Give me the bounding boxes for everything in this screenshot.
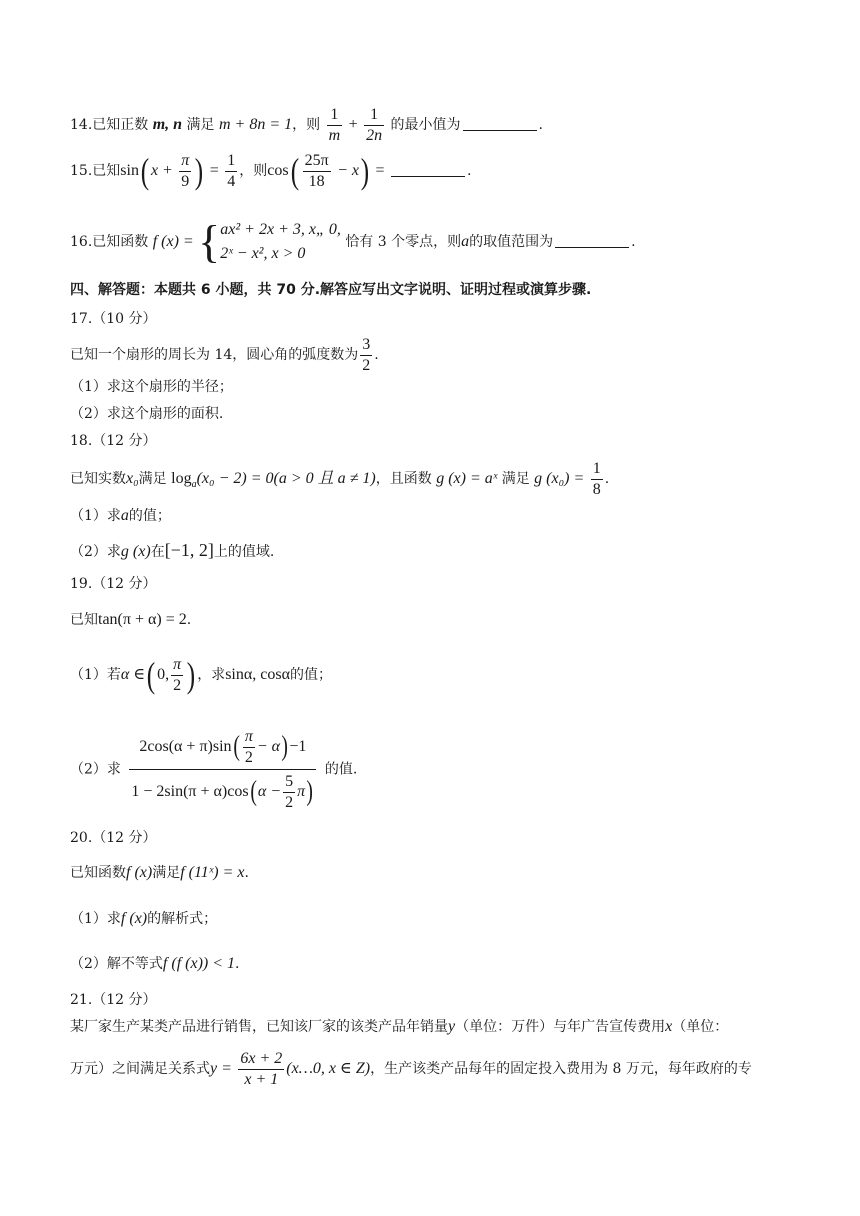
question-number: 14. xyxy=(70,117,93,134)
answer-blank xyxy=(555,247,629,248)
piecewise-cases: ax² + 2x + 3, x„ 0, 2ˣ − x², x > 0 xyxy=(220,221,341,262)
question-21-line-2: 万元）之间满足关系式y = $\frac{6x + 2}{x + 1}$ (x…0, x ∈ Z)，生产该类产品每年的固定投入费用为 8 万元，每年政府的专 xyxy=(70,1050,752,1088)
question-18-part-2: （2）求g (x)在[−1, 2]上的值域. xyxy=(70,540,275,560)
question-18-part-1: （1）求a的值； xyxy=(70,507,171,524)
question-17-part-1: （1）求这个扇形的半径； xyxy=(70,379,233,395)
fraction: $\frac{1}{2n}$ xyxy=(366,106,383,144)
fraction: $\frac{1}{m}$ xyxy=(328,106,341,144)
question-14: 14.已知正数 m, n 满足 m + 8n = 1，则 $\frac{1}{m}$ + $\frac{1}{2n}$ 的最小值为 . xyxy=(70,106,543,144)
question-20-part-1: （1）求f (x)的解析式； xyxy=(70,910,218,927)
question-19-header: 19.（12 分） xyxy=(70,576,157,592)
question-17-header: 17.（10 分） xyxy=(70,311,157,327)
section-heading: 四、解答题：本题共 6 小题，共 70 分.解答应写出文字说明、证明过程或演算步骤. xyxy=(70,282,592,298)
answer-blank xyxy=(391,176,465,177)
answer-blank xyxy=(463,130,537,131)
question-19-part-1: （1）若α ∈( 0, $\frac{\pi}{2}$ ) ，求sinα, cosα的值； xyxy=(70,655,332,696)
question-16: 16.已知函数 f (x) = { ax² + 2x + 3, x„ 0, 2ˣ − x², x > 0 恰有 3 个零点，则a的取值范围为 . xyxy=(70,216,636,267)
question-17-part-2: （2）求这个扇形的面积. xyxy=(70,406,224,422)
question-21-header: 21.（12 分） xyxy=(70,992,157,1008)
question-18-stem: 已知实数x₀满足 $\log_a(x_0 - 2) = 0(a > 0$ 且 a ≠ 1)，且函数 g (x) = aˣ 满足 g (x₀) = $\frac{1}{8}$ . xyxy=(70,460,610,498)
brace: { xyxy=(198,216,221,267)
compound-fraction: 2cos(α + π)sin( $\frac{\pi}{2}$ − α)−1 1 − 2sin(π + α)cos(α − $\frac{5}{2}$ π) xyxy=(129,728,316,811)
question-20-stem: 已知函数f (x)满足f (11ˣ) = x. xyxy=(70,864,249,881)
question-21-line-1: 某厂家生产某类产品进行销售，已知该厂家的该类产品年销量y（单位：万件）与年广告宣传费用x（单位： xyxy=(70,1018,729,1035)
question-18-header: 18.（12 分） xyxy=(70,433,157,449)
question-15: 15.已知sin( x + $\frac{\pi}{9}$ ) = $\frac{1}{4}$ ，则cos( $\frac{25\pi}{18}$ − x) = . xyxy=(70,151,472,192)
question-20-part-2: （2）解不等式f (f (x)) < 1. xyxy=(70,955,240,972)
question-20-header: 20.（12 分） xyxy=(70,830,157,846)
question-19-part-2: （2）求 2cos(α + π)sin( $\frac{\pi}{2}$ − α)−1 1 − 2sin(π + α)cos(α − $\frac{5}{2}$ π) 的值. xyxy=(70,728,358,811)
question-19-stem: 已知tan(π + α) = 2. xyxy=(70,611,192,628)
question-17-stem: 已知一个扇形的周长为 14，圆心角的弧度数为 $\frac{3}{2}$ . xyxy=(70,336,379,374)
